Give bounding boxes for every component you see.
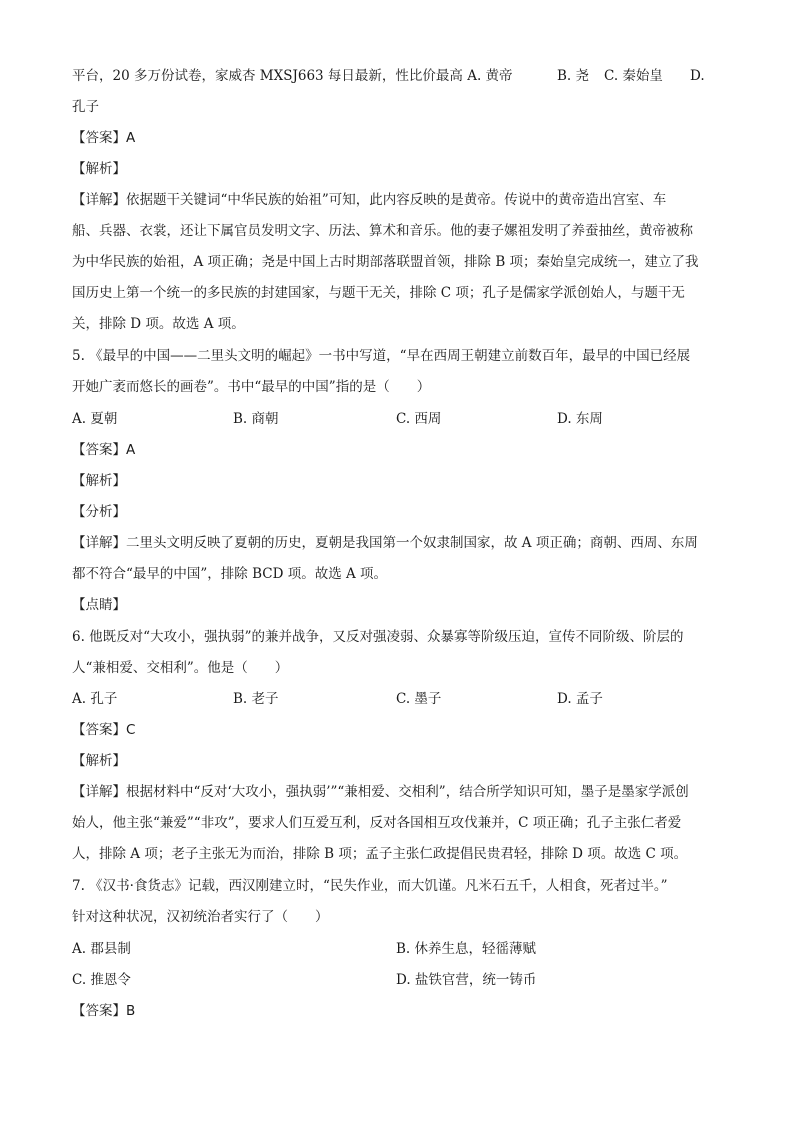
- option-d: D. 盐铁官营，统一铸币: [396, 972, 537, 988]
- explanation-line: 都不符合“最早的中国”，排除 BCD 项。故选 A 项。: [72, 566, 388, 582]
- option-b: B. 休养生息，轻徭薄赋: [396, 941, 537, 957]
- explanation-line: 【详解】二里头文明反映了夏朝的历史，夏朝是我国第一个奴隶制国家，故 A 项正确；商朝、西周、东周: [72, 535, 698, 551]
- option-c: C. 西周: [396, 411, 442, 427]
- fenxi-label: 【分析】: [72, 504, 126, 520]
- answer-label: 【答案】C: [72, 722, 136, 738]
- explanation-line: 【详解】依据题干关键词“中华民族的始祖”可知，此内容反映的是黄帝。传说中的黄帝造出宫室、车: [72, 192, 667, 208]
- question-5: 5. 《最早的中国——二里头文明的崛起》一书中写道，“早在西周王朝建立前数百年，最早的中国已经展: [72, 348, 691, 364]
- option-a: A. 夏朝: [72, 411, 118, 427]
- explanation-line: 【详解】根据材料中“反对‘大攻小，强执弱’”“兼相爱、交相利”，结合所学知识可知，墨子是墨家学派创: [72, 784, 689, 800]
- explanation-line: 船、兵器、衣裳，还让下属官员发明文字、历法、算术和音乐。他的妻子嫘祖发明了养蚕抽丝，黄帝被称: [72, 223, 693, 239]
- text-line: 孔子: [72, 99, 99, 115]
- option-a: A. 郡县制: [72, 941, 131, 957]
- analysis-label: 【解析】: [72, 473, 126, 489]
- answer-label: 【答案】B: [72, 1003, 136, 1019]
- option-c: C. 秦始皇: [604, 68, 663, 84]
- answer-label: 【答案】A: [72, 442, 136, 458]
- question-6: 6. 他既反对“大攻小，强执弱”的兼并战争，又反对强凌弱、众暴寡等阶级压迫，宣传不同阶级、阶层的: [72, 629, 684, 645]
- question-5-cont: 开她广袤而悠长的画卷”。书中“最早的中国”指的是（ ）: [72, 379, 431, 395]
- explanation-line: 国历史上第一个统一的多民族的封建国家，与题干无关，排除 C 项；孔子是儒家学派创始人，与题干无: [72, 285, 685, 301]
- option-d: D.: [690, 68, 705, 84]
- explanation-line: 为中华民族的始祖，A 项正确；尧是中国上古时期部落联盟首领，排除 B 项；秦始皇完成统一，建立了我: [72, 254, 699, 270]
- option-b: B. 尧: [557, 68, 590, 84]
- dianjing-label: 【点睛】: [72, 597, 126, 613]
- explanation-line: 始人，他主张“兼爱”“非攻”，要求人们互爱互利，反对各国相互攻伐兼并，C 项正确；孔子主张仁者爱: [72, 815, 682, 831]
- question-7: 7. 《汉书·食货志》记载，西汉刚建立时，“民失作业，而大饥谨。凡米石五千，人相食，死者过半。”: [72, 878, 668, 894]
- answer-label: 【答案】A: [72, 130, 136, 146]
- analysis-label: 【解析】: [72, 753, 126, 769]
- option-c: C. 墨子: [396, 691, 442, 707]
- question-7-cont: 针对这种状况，汉初统治者实行了（ ）: [72, 909, 329, 925]
- text-line: 平台，20 多万份试卷，家威杏 MXSJ663 每日最新，性比价最高 A. 黄帝: [72, 68, 513, 84]
- question-6-cont: 人“兼相爱、交相利”。他是（ ）: [72, 660, 289, 676]
- option-a: A. 孔子: [72, 691, 118, 707]
- option-c: C. 推恩令: [72, 972, 131, 988]
- option-b: B. 老子: [233, 691, 279, 707]
- explanation-line: 人，排除 A 项；老子主张无为而治，排除 B 项；孟子主张仁政提倡民贵君轻，排除 D 项。故选 C 项。: [72, 846, 688, 862]
- explanation-line: 关，排除 D 项。故选 A 项。: [72, 316, 245, 332]
- option-b: B. 商朝: [233, 411, 279, 427]
- option-d: D. 孟子: [557, 691, 603, 707]
- option-d: D. 东周: [557, 411, 603, 427]
- analysis-label: 【解析】: [72, 161, 126, 177]
